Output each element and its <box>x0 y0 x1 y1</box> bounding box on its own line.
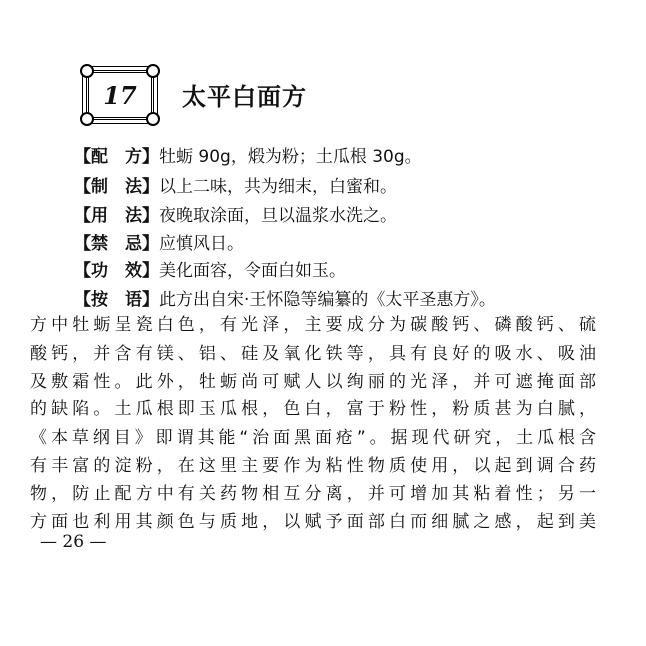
recipe-number: 17 <box>103 81 137 110</box>
field-text: 夜晚取涂面，旦以温浆水洗之。 <box>159 206 397 226</box>
field-label: 【制 法】 <box>74 177 159 197</box>
field-contraindication <box>74 229 244 259</box>
field-text: 应慎风日。 <box>159 234 244 254</box>
field-label: 【配 方】 <box>74 147 159 167</box>
field-text: 此方出自宋·王怀隐等编纂的《太平圣惠方》。 <box>159 290 496 310</box>
field-text: 美化面容，令面白如玉。 <box>159 261 346 281</box>
recipe-number-badge <box>86 70 154 120</box>
ornament-corner <box>80 112 94 126</box>
commentary-line: 酸钙，并含有镁、铝、硅及氧化铁等，具有良好的吸水、吸油 <box>30 344 596 364</box>
field-label: 【按 语】 <box>74 290 159 310</box>
commentary-line: 有丰富的淀粉，在这里主要作为粘性物质使用，以起到调合药 <box>30 456 596 476</box>
commentary-line: 方面也利用其颜色与质地，以赋予面部白而细腻之感，起到美 <box>30 512 596 532</box>
field-label: 【禁 忌】 <box>74 234 159 254</box>
recipe-title: 太平白面方 <box>182 83 307 111</box>
commentary-line: 物，防止配方中有关药物相互分离，并可增加其粘着性；另一 <box>30 484 596 504</box>
commentary-line: 方中牡蛎呈瓷白色，有光泽，主要成分为碳酸钙、磷酸钙、硫 <box>30 315 596 335</box>
commentary-line: 《本草纲目》即谓其能“治面黑面疮”。据现代研究，土瓜根含 <box>30 428 596 448</box>
field-text: 牡蛎 90g，煅为粉；土瓜根 30g。 <box>159 147 422 167</box>
commentary-line: 及敷霜性。此外，牡蛎尚可赋人以绚丽的光泽，并可遮掩面部 <box>30 372 596 392</box>
field-preparation <box>74 172 397 202</box>
ornament-corner <box>146 64 160 78</box>
page-number: — 26 — <box>40 532 107 552</box>
field-formula <box>74 142 422 172</box>
field-efficacy <box>74 256 346 286</box>
field-usage <box>74 201 397 231</box>
field-label: 【功 效】 <box>74 261 159 281</box>
ornament-corner <box>80 64 94 78</box>
field-text: 以上二味，共为细末，白蜜和。 <box>159 177 397 197</box>
field-label: 【用 法】 <box>74 206 159 226</box>
commentary-line: 的缺陷。土瓜根即玉瓜根，色白，富于粉性，粉质甚为白腻， <box>30 399 596 419</box>
ornament-corner <box>146 112 160 126</box>
